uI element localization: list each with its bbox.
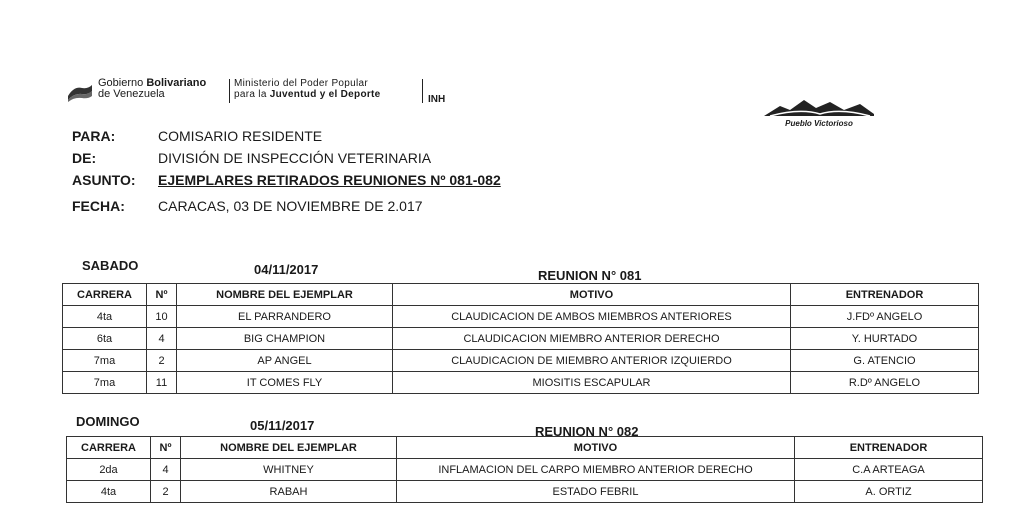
asunto-value: EJEMPLARES RETIRADOS REUNIONES Nº 081-082 — [158, 172, 501, 188]
motivo-cell: CLAUDICACION DE AMBOS MIEMBROS ANTERIORES — [393, 306, 791, 328]
carrera-cell: 2da — [67, 459, 151, 481]
column-header: NOMBRE DEL EJEMPLAR — [181, 437, 397, 459]
number-cell: 2 — [151, 481, 181, 503]
table-row — [63, 350, 979, 372]
carrera-cell: 4ta — [63, 306, 147, 328]
column-header: MOTIVO — [397, 437, 795, 459]
reunion-label-1: REUNION N° 081 — [538, 268, 642, 283]
horse-name-cell: IT COMES FLY — [177, 372, 393, 394]
table-row — [67, 481, 983, 503]
mountain-logo-icon — [760, 96, 878, 118]
horses-table-2 — [66, 436, 983, 503]
fecha-value: CARACAS, 03 DE NOVIEMBRE DE 2.017 — [158, 198, 423, 214]
table-header-row — [67, 437, 983, 459]
number-cell: 2 — [147, 350, 177, 372]
date-label-2: 05/11/2017 — [250, 418, 315, 433]
ministry-name: Ministerio del Poder Popular para la Juventud y el Deporte — [234, 78, 381, 100]
carrera-cell: 7ma — [63, 350, 147, 372]
trainer-cell: J.FDº ANGELO — [791, 306, 979, 328]
divider — [229, 79, 230, 103]
table-header-row — [63, 284, 979, 306]
motivo-cell: CLAUDICACION DE MIEMBRO ANTERIOR IZQUIERDO — [393, 350, 791, 372]
table-row — [63, 328, 979, 350]
number-cell: 4 — [151, 459, 181, 481]
asunto-label: ASUNTO: — [72, 172, 136, 188]
number-cell: 4 — [147, 328, 177, 350]
pueblo-victorioso-logo — [760, 96, 878, 128]
trainer-cell: Y. HURTADO — [791, 328, 979, 350]
de-value: DIVISIÓN DE INSPECCIÓN VETERINARIA — [158, 150, 432, 166]
motivo-cell: INFLAMACION DEL CARPO MIEMBRO ANTERIOR DERECHO — [397, 459, 795, 481]
table-row — [63, 306, 979, 328]
government-name: Gobierno Bolivariano de Venezuela — [98, 77, 207, 100]
table-row — [67, 459, 983, 481]
horse-name-cell: EL PARRANDERO — [177, 306, 393, 328]
para-label: PARA: — [72, 128, 116, 144]
number-cell: 10 — [147, 306, 177, 328]
trainer-cell: R.Dº ANGELO — [791, 372, 979, 394]
pueblo-victorioso-text: Pueblo Victorioso — [785, 119, 853, 128]
motivo-cell: ESTADO FEBRIL — [397, 481, 795, 503]
divider — [422, 79, 423, 103]
horse-name-cell: AP ANGEL — [177, 350, 393, 372]
venezuela-flag-logo-icon — [66, 82, 94, 102]
number-cell: 11 — [147, 372, 177, 394]
date-label-1: 04/11/2017 — [254, 262, 319, 277]
day-label-2: DOMINGO — [76, 414, 140, 429]
column-header: Nº — [151, 437, 181, 459]
para-value: COMISARIO RESIDENTE — [158, 128, 323, 144]
horse-name-cell: RABAH — [181, 481, 397, 503]
motivo-cell: MIOSITIS ESCAPULAR — [393, 372, 791, 394]
trainer-cell: A. ORTIZ — [795, 481, 983, 503]
column-header: NOMBRE DEL EJEMPLAR — [177, 284, 393, 306]
horse-name-cell: WHITNEY — [181, 459, 397, 481]
trainer-cell: G. ATENCIO — [791, 350, 979, 372]
horse-name-cell: BIG CHAMPION — [177, 328, 393, 350]
column-header: CARRERA — [67, 437, 151, 459]
de-label: DE: — [72, 150, 97, 166]
column-header: MOTIVO — [393, 284, 791, 306]
motivo-cell: CLAUDICACION MIEMBRO ANTERIOR DERECHO — [393, 328, 791, 350]
carrera-cell: 4ta — [67, 481, 151, 503]
column-header: Nº — [147, 284, 177, 306]
carrera-cell: 7ma — [63, 372, 147, 394]
horses-table-1 — [62, 283, 979, 394]
column-header: ENTRENADOR — [791, 284, 979, 306]
column-header: CARRERA — [63, 284, 147, 306]
reunion-label-2: REUNION N° 082 — [535, 424, 639, 439]
table-row — [63, 372, 979, 394]
trainer-cell: C.A ARTEAGA — [795, 459, 983, 481]
carrera-cell: 6ta — [63, 328, 147, 350]
day-label-1: SABADO — [82, 258, 139, 273]
column-header: ENTRENADOR — [795, 437, 983, 459]
fecha-label: FECHA: — [72, 198, 125, 214]
inh-label: INH — [428, 94, 446, 105]
